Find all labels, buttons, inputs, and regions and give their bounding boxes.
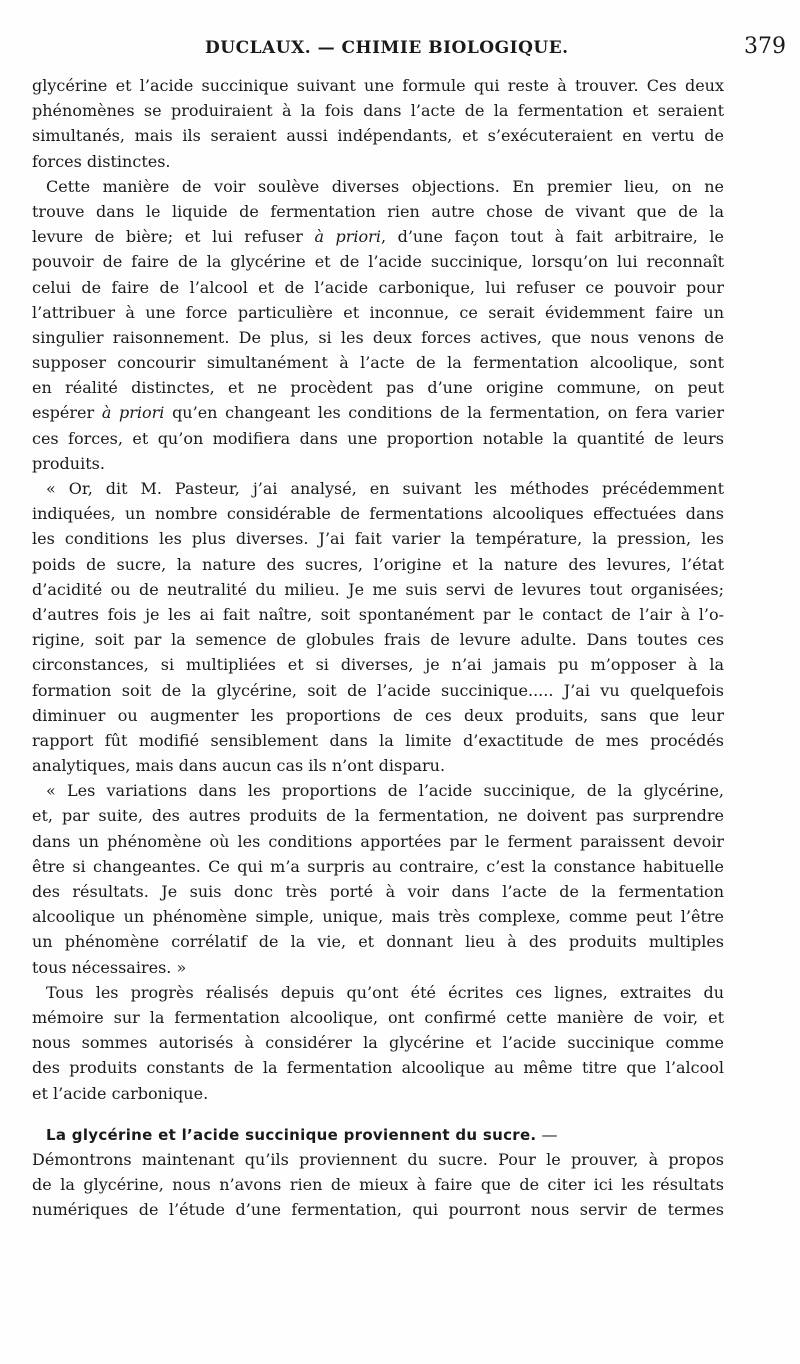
paragraph-progress <box>32 980 724 1106</box>
text-line: d’autres fois je les ai fait naître, soit spontanément par le contact de l’air à l’o- <box>32 604 724 624</box>
text-line: nous sommes autorisés à considérer la glycérine et l’acide succinique comme <box>32 1033 724 1053</box>
text-line: singulier raisonnement. De plus, si les deux forces actives, que nous venons de <box>32 327 724 347</box>
text-line: d’acidité ou de neutralité du milieu. Je me suis servi de levures tout organisées; <box>32 579 724 599</box>
text-line <box>32 224 724 249</box>
text-line: être si changeantes. Ce qui m’a surpris au contraire, c’est la constance habituelle <box>32 856 724 876</box>
quote-variations <box>32 778 724 980</box>
text-line: supposer concourir simultanément à l’acte de la fermentation alcoolique, sont <box>32 353 724 373</box>
page-header <box>0 34 800 74</box>
text-line: mémoire sur la fermentation alcoolique, ont confirmé cette manière de voir, et <box>32 1007 724 1027</box>
text-line: les conditions les plus diverses. J’ai fait varier la température, la pression, les <box>32 529 724 549</box>
text-line: celui de faire de l’alcool et de l’acide carbonique, lui refuser ce pouvoir pour <box>32 277 724 297</box>
text-line: des résultats. Je suis donc très porté à voir dans l’acte de la fermentation <box>32 882 724 901</box>
text-line: phénomènes se produiraient à la fois dans l’acte de la fermentation et seraient <box>32 101 724 121</box>
text-line: des produits constants de la fermentation alcoolique au même titre que l’alcool <box>32 1058 724 1078</box>
text-line: un phénomène corrélatif de la vie, et donnant lieu à des produits multiples <box>32 932 724 952</box>
quote-pasteur <box>32 476 724 778</box>
text-line: pouvoir de faire de la glycérine et de l’acide succinique, lorsqu’on lui reconnaît <box>32 252 724 272</box>
running-title: DUCLAUX. — CHIMIE BIOLOGIQUE. <box>205 38 569 58</box>
text-line: Cette manière de voir soulève diverses objections. En premier lieu, on ne <box>46 176 724 196</box>
text-line <box>32 400 724 425</box>
page-number: 379 <box>744 34 786 59</box>
section-heading-line <box>32 1122 724 1147</box>
paragraph-objections <box>32 174 724 476</box>
text-line: rigine, soit par la semence de globules frais de levure adulte. Dans toutes ces <box>32 630 724 650</box>
section-heading: La glycérine et l’acide succinique proviennent du sucre. <box>46 1125 537 1144</box>
text-line: Tous les progrès réalisés depuis qu’ont été écrites ces lignes, extraites du <box>46 982 724 1002</box>
text-span: espérer <box>32 403 95 423</box>
text-line: produits. <box>32 453 105 473</box>
text-line: de la glycérine, nous n’avons rien de mieux à faire que de citer ici les résultats <box>32 1175 724 1195</box>
text-line: Démontrons maintenant qu’ils proviennent du sucre. Pour le prouver, à propos <box>32 1149 724 1169</box>
text-line: forces distinctes. <box>32 151 171 171</box>
text-line: « Les variations dans les proportions de l’acide succinique, de la glycérine, <box>46 781 724 801</box>
text-line: tous nécessaires. » <box>32 957 187 977</box>
text-line: l’attribuer à une force particulière et inconnue, ce serait évidemment faire un <box>32 302 724 322</box>
page-body <box>32 73 724 1222</box>
text-line: indiquées, un nombre considérable de fermentations alcooliques effectuées dans <box>32 504 724 524</box>
text-line: poids de sucre, la nature des sucres, l’origine et la nature des levures, l’état <box>32 554 724 574</box>
text-line: dans un phénomène où les conditions apportées par le ferment paraissent devoir <box>32 831 724 851</box>
paragraph-continuation <box>32 73 724 174</box>
text-line: alcoolique un phénomène simple, unique, mais très complexe, comme peut l’être <box>32 907 724 927</box>
heading-dash: — <box>536 1124 558 1144</box>
text-line: numériques de l’étude d’une fermentation, qui pourront nous servir de termes <box>32 1200 724 1220</box>
text-line: ces forces, et qu’on modifiera dans une proportion notable la quantité de leurs <box>32 428 724 448</box>
text-line: et, par suite, des autres produits de la fermentation, ne doivent pas surprendre <box>32 806 724 826</box>
italic-term: à priori <box>101 403 165 423</box>
section-spacer <box>32 1106 724 1122</box>
text-line: diminuer ou augmenter les proportions de ces deux produits, sans que leur <box>32 705 724 725</box>
text-line: et l’acide carbonique. <box>32 1083 209 1103</box>
text-line: trouve dans le liquide de fermentation rien autre chose de vivant que de la <box>32 201 724 221</box>
section-sugar-origin <box>32 1122 724 1223</box>
text-line: circonstances, si multipliées et si diverses, je n’ai jamais pu m’opposer à la <box>32 655 724 675</box>
text-line: analytiques, mais dans aucun cas ils n’ont disparu. <box>32 756 446 776</box>
text-line: en réalité distinctes, et ne procèdent pas d’une origine commune, on peut <box>32 378 724 398</box>
text-line: glycérine et l’acide succinique suivant une formule qui reste à trouver. Ces deux <box>32 76 724 95</box>
text-span: qu’en changeant les conditions de la fermentation, on fera varier <box>172 403 724 423</box>
text-line: rapport fût modifié sensiblement dans la limite d’exactitude de mes procédés <box>32 730 724 750</box>
text-line: formation soit de la glycérine, soit de l’acide succinique..... J’ai vu quelquefois <box>32 680 724 700</box>
text-span: , d’une façon tout à fait arbitraire, le <box>380 227 724 247</box>
text-line: simultanés, mais ils seraient aussi indépendants, et s’exécuteraient en vertu de <box>32 126 724 146</box>
text-span: levure de bière; et lui refuser <box>32 227 303 247</box>
italic-term: à priori <box>314 227 381 247</box>
text-line: « Or, dit M. Pasteur, j’ai analysé, en suivant les méthodes précédemment <box>46 479 724 498</box>
